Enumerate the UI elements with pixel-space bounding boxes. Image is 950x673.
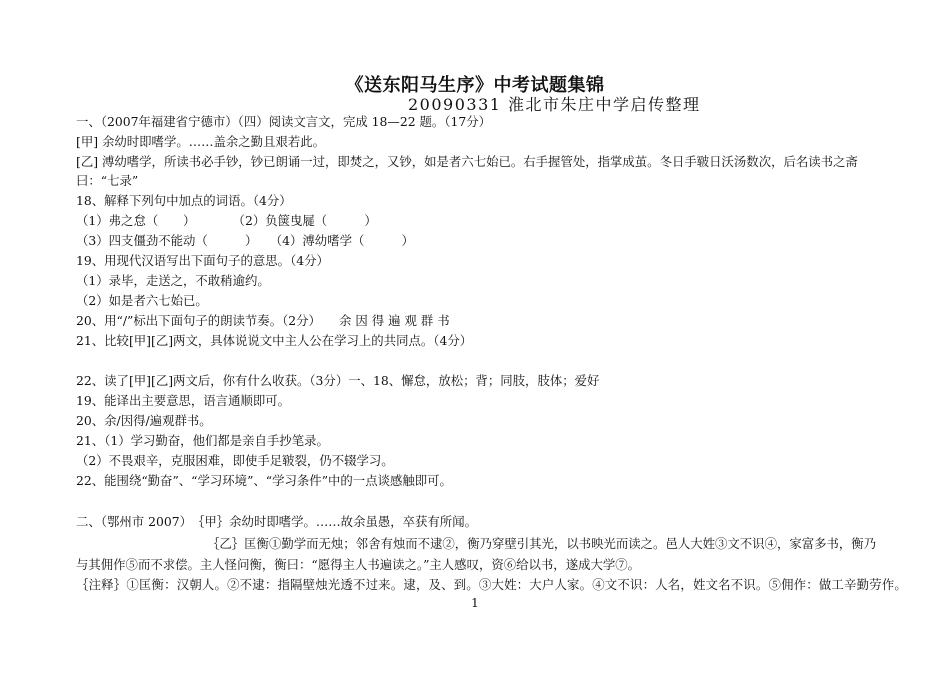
question-20 (76, 312, 880, 330)
question-18-items-row2: （3）四支僵劲不能动（ ） （4）溥幼嗜学（ ） (76, 233, 414, 248)
document-title: 《送东阳马生序》中考试题集锦 (345, 75, 605, 96)
section2-passage-b-line2: 与其佣作⑤而不求偿。主人怪问衡，衡曰：“愿得主人书遍读之。”主人感叹，资⑥给以书，遂成大学⑦。 (76, 557, 641, 572)
answer-19: 19、能译出主要意思，语言通顺即可。 (76, 393, 291, 408)
section2-heading: 二、（鄂州市 2007） ｛甲｝余幼时即嗜学。……故余虽愚，卒获有所闻。 (76, 514, 477, 529)
section2-passage-b-line1: ｛乙｝匡衡①勤学而无烛；邻舍有烛而不逮②，衡乃穿壁引其光，以书映光而读之。邑人大姓③文不识④，家富多书，衡乃 (207, 536, 877, 551)
answer-21-part2: （2）不畏艰辛，克服困难，即使手足皲裂，仍不辍学习。 (76, 453, 394, 468)
question-20-prompt: 20、用“/”标出下面句子的朗读节奏。（2分） (76, 313, 321, 328)
question-18-items-row1: （1）弗之怠（ ） （2）负箧曳屣（ ） (76, 213, 377, 228)
passage-b-line2: 曰：“七录” (76, 173, 139, 188)
answer-20: 20、余/因得/遍观群书。 (76, 413, 212, 428)
question-19-item2: （2）如是者六七始已。 (76, 293, 208, 308)
answer-22: 22、能围绕“勤奋”、“学习环境”、“学习条件”中的一点谈感触即可。 (76, 473, 452, 488)
question-19: 19、用现代汉语写出下面句子的意思。（4分） (76, 253, 329, 268)
answer-21-part1: 21、（1）学习勤奋，他们都是亲自手抄笔录。 (76, 433, 329, 448)
question-18: 18、解释下列句中加点的词语。（4分） (76, 193, 292, 208)
section2-notes: ｛注释｝①匡衡：汉朝人。②不逮：指隔壁烛光透不过来。逮，及、到。③大姓：大户人家。④文不识：人名，姓文名不识。⑤佣作：做工辛勤劳作。 (76, 577, 907, 592)
page-number: 1 (471, 596, 479, 610)
question-19-item1: （1）录毕，走送之，不敢稍逾约。 (76, 273, 270, 288)
question-22: 22、读了[甲][乙]两文后，你有什么收获。（3分）一、18、懈怠，放松；背；同肢，肢体；爱好 (76, 373, 600, 388)
passage-a: [甲] 余幼时即嗜学。……盖余之勤且艰若此。 (76, 134, 326, 149)
question-21: 21、比较[甲][乙]两文，具体说说文中主人公在学习上的共同点。（4分） (76, 333, 473, 348)
question-20-sentence: 余因得遍观群书 (338, 313, 454, 328)
passage-b-line1: [乙] 溥幼嗜学，所读书必手钞，钞已朗诵一过，即焚之，又钞，如是者六七始已。右手握管处，指掌成茧。冬日手皲日沃汤数次，后名读书之斋 (76, 154, 858, 169)
document-subtitle: 20090331 淮北市朱庄中学启传整理 (408, 95, 701, 114)
section1-heading: 一、（2007年福建省宁德市）（四）阅读文言文，完成 18—22 题。（17分） (76, 114, 492, 129)
